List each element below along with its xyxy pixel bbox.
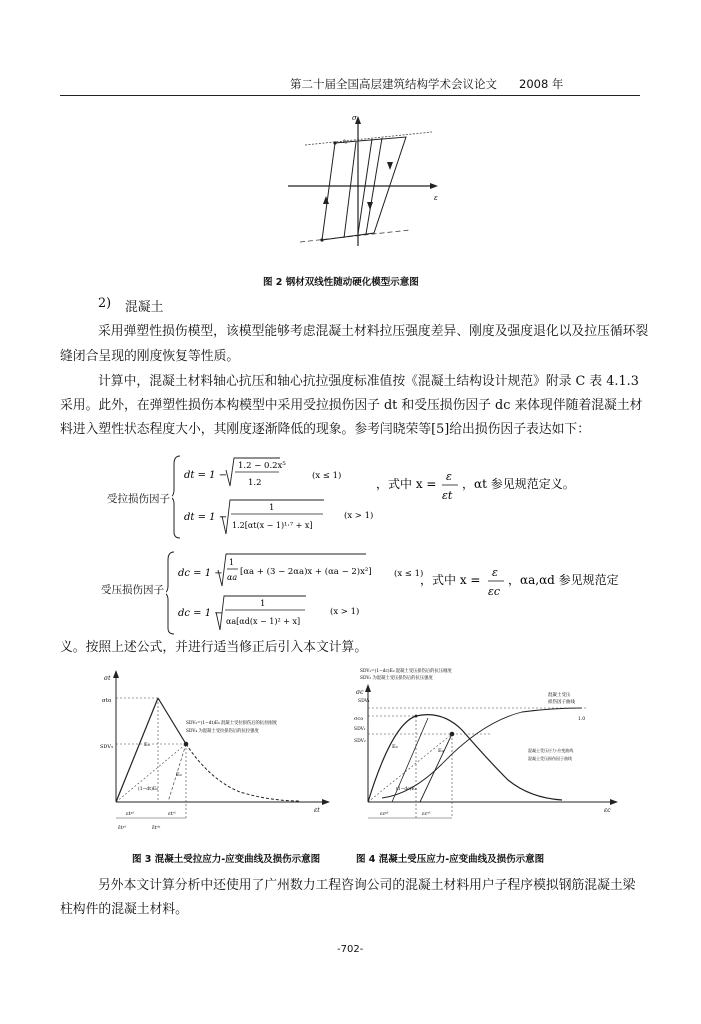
fig2-unloading-arrow-2 xyxy=(387,162,393,170)
p1-line2: 缝闭合呈现的刚度恢复等性质。 xyxy=(60,349,240,364)
fig4-caption: 图 4 混凝土受压应力-应变曲线及损伤示意图 xyxy=(356,854,545,865)
fig4-sdv2: SDV₂ xyxy=(354,739,366,744)
fig4-x-arrow xyxy=(610,799,618,805)
eq-compression-side-tail: ，αa,αd 参见规范定 xyxy=(508,573,619,587)
fig2-inner-branch-1 xyxy=(344,142,356,238)
eq-compression-row2-num: 1 xyxy=(260,599,266,609)
fig4-damage-point xyxy=(450,732,455,737)
eq-tension xyxy=(172,452,632,542)
fig4-note-top2: SDV₂ 为混凝土受压损伤后的抗压强度 xyxy=(360,676,433,681)
eq-compression-row1-lhs: dc = 1 − xyxy=(178,568,223,579)
eq-tension-frac-num: ε xyxy=(446,470,452,483)
eq-tension-row1-den: 1.2 xyxy=(248,478,262,488)
fig4-y-label: σc xyxy=(356,689,364,696)
fig2-caption: 图 2 钢材双线性随动硬化模型示意图 xyxy=(263,277,419,288)
fig4-peak-label: σco xyxy=(354,716,364,722)
fig2-x-arrow xyxy=(430,183,438,189)
fig4-dmg-label: (1−dc)E₀ xyxy=(396,787,417,792)
eq-compression-row1-cond: (x ≤ 1) xyxy=(394,569,424,579)
eq-compression-frac-den: εc xyxy=(488,585,501,598)
fig4-e0-label: E₀ xyxy=(392,744,398,750)
eq-compression-row2-den: αa[αd(x − 1)² + x] xyxy=(226,617,301,626)
fig4-right-note1: 混凝土受压应力-应变曲线 xyxy=(528,748,574,753)
eq-tension-row1-num: 1.2 − 0.2x⁵ xyxy=(238,461,286,471)
fig3-sdv-label: SDV₃ xyxy=(100,744,113,750)
fig4-right-note2: 混凝土受压损伤因子曲线 xyxy=(528,756,572,761)
fig3-y-arrow xyxy=(113,670,119,678)
eq-compression-side-text: ，式中 x = xyxy=(420,573,481,587)
eq-tension-row1-cond: (x ≤ 1) xyxy=(312,471,342,481)
fig3-ax1: εtᵖˡ xyxy=(126,811,134,817)
section-number: 2) xyxy=(98,296,112,311)
fig2-fy-label: fy xyxy=(343,139,348,145)
fig3-peak-label: σto xyxy=(102,698,112,704)
fig3-caption: 图 3 混凝土受拉应力-应变曲线及损伤示意图 xyxy=(132,854,321,865)
fig3-ax2: εtᵉˡ xyxy=(168,811,176,817)
p2-line3: 料进入塑性状态程度大小，其刚度逐渐降低的现象。参考闫晓荣等[5]给出损伤因子表达如下： xyxy=(60,422,591,437)
fig4-ax2: εcᵉˡ xyxy=(422,811,431,817)
fig4-compression-diagram xyxy=(352,668,632,836)
eq-tension-label: 受拉损伤因子 xyxy=(107,493,170,505)
eq-compression-row1-frac-num: 1 xyxy=(229,558,235,567)
fig3-e0-label: E₀ xyxy=(144,742,150,748)
fig4-sdv1: SDV₁ xyxy=(354,727,366,732)
fig4-y-arrow xyxy=(365,684,371,692)
fig2-sigma-label: σ xyxy=(352,114,357,122)
fig4-legend: 混凝土受压 xyxy=(548,693,571,698)
fig3-softening-solid xyxy=(158,698,186,744)
eq-tension-side-tail: ，αt 参见规范定义。 xyxy=(462,477,575,491)
p2-line2: 采用。此外，在弹塑性损伤本构模型中采用受拉损伤因子 dt 和受压损伤因子 dc 来体现伴随着混凝土材 xyxy=(60,398,643,413)
running-header xyxy=(60,73,640,96)
fig2-yield-point-1 xyxy=(333,141,336,144)
fig3-damage-point xyxy=(184,742,189,747)
fig4-e0-label-2: E₀ xyxy=(438,748,444,754)
eq-compression-row2-lhs: dc = 1 − xyxy=(178,608,223,619)
eq-tension-row2-num: 1 xyxy=(269,503,275,513)
fig3-dmg-label: (1−dt)E₀ xyxy=(138,787,158,792)
eq-tension-brace xyxy=(172,456,180,538)
fig3-note1: SDV₃=(1−dt)E₀ 混凝土受拉损伤后的抗拉刚度 xyxy=(186,721,277,726)
p4-line1: 另外本文计算分析中还使用了广州数力工程咨询公司的混凝土材料用户子程序模拟钢筋混凝土梁 xyxy=(98,878,636,893)
p3-line: 义。按照上述公式，并进行适当修正后引入本文计算。 xyxy=(60,640,368,655)
eq-tension-frac-den: εt xyxy=(442,489,453,502)
eq-tension-row1-lhs: dt = 1 − xyxy=(184,470,228,481)
eq-compression-brace xyxy=(166,552,174,634)
fig4-x-label: εc xyxy=(604,807,611,814)
fig3-x-label: εt xyxy=(314,807,320,814)
eq-compression-row1-body: [αa + (3 − 2αa)x + (αa − 2)x²] xyxy=(240,567,372,577)
eq-tension-row2-den: 1.2[αt(x − 1)¹·⁷ + x] xyxy=(232,521,313,530)
eq-tension-side-text: ，式中 x = xyxy=(376,477,437,491)
fig2-hysteresis-diagram xyxy=(270,110,450,250)
fig2-yield-point-2 xyxy=(320,238,323,241)
fig2-outer-loop xyxy=(322,137,406,240)
fig3-y-label: σt xyxy=(104,675,111,682)
header-title: 第二十届全国高层建筑结构学术会议论文 xyxy=(290,77,497,91)
eq-compression xyxy=(166,548,636,640)
eq-compression-row1-frac-den: αa xyxy=(227,573,238,582)
fig4-ax1: εcᵖˡ xyxy=(380,811,389,817)
fig4-note-top1: SDV₁=(1−dc)E₀ 混凝土受压损伤后的抗压刚度 xyxy=(360,669,452,674)
eq-tension-row2-cond: (x > 1) xyxy=(344,511,374,521)
eq-compression-frac-num: ε xyxy=(492,566,498,579)
fig4-unload-line-1 xyxy=(420,734,452,802)
p1-line1: 采用弹塑性损伤模型，该模型能够考虑混凝土材料拉压强度差异、刚度及强度退化以及拉压循环裂 xyxy=(98,324,649,339)
eq-compression-label: 受压损伤因子 xyxy=(101,584,164,596)
fig3-e0-label-2: E₀ xyxy=(176,772,182,778)
fig2-eps-label: ε xyxy=(434,194,438,202)
fig3-ax3: ε̃tᵖˡ xyxy=(118,825,126,831)
fig4-legend2: 损伤因子曲线 xyxy=(548,700,575,705)
fig3-softening-dashed xyxy=(186,744,300,801)
fig3-ax4: ε̃tᶜᵏ xyxy=(152,825,161,831)
fig2-unloading-arrow xyxy=(367,202,373,210)
fig4-top-axis-label: SDV₁ xyxy=(358,699,370,704)
fig3-tension-diagram xyxy=(100,668,340,836)
header-year: 2008 年 xyxy=(519,77,564,91)
fig4-one-label: 1.0 xyxy=(578,717,586,722)
section-title: 混凝土 xyxy=(125,300,164,315)
fig4-peak-point xyxy=(415,715,418,718)
fig2-upper-hardening xyxy=(305,132,432,145)
p4-line2: 柱构件的混凝土材料。 xyxy=(60,902,188,917)
fig3-note2: SDV₄ 为混凝土受拉损伤后的抗拉强度 xyxy=(186,729,259,734)
page-number: -702- xyxy=(337,944,364,955)
fig3-x-arrow xyxy=(322,799,330,805)
eq-tension-row2-lhs: dt = 1 − xyxy=(184,512,228,523)
p2-line1: 计算中，混凝土材料轴心抗压和轴心抗拉强度标准值按《混凝土结构设计规范》附录 C 表 4.1.3 xyxy=(98,374,639,389)
eq-compression-row2-cond: (x > 1) xyxy=(330,607,360,617)
